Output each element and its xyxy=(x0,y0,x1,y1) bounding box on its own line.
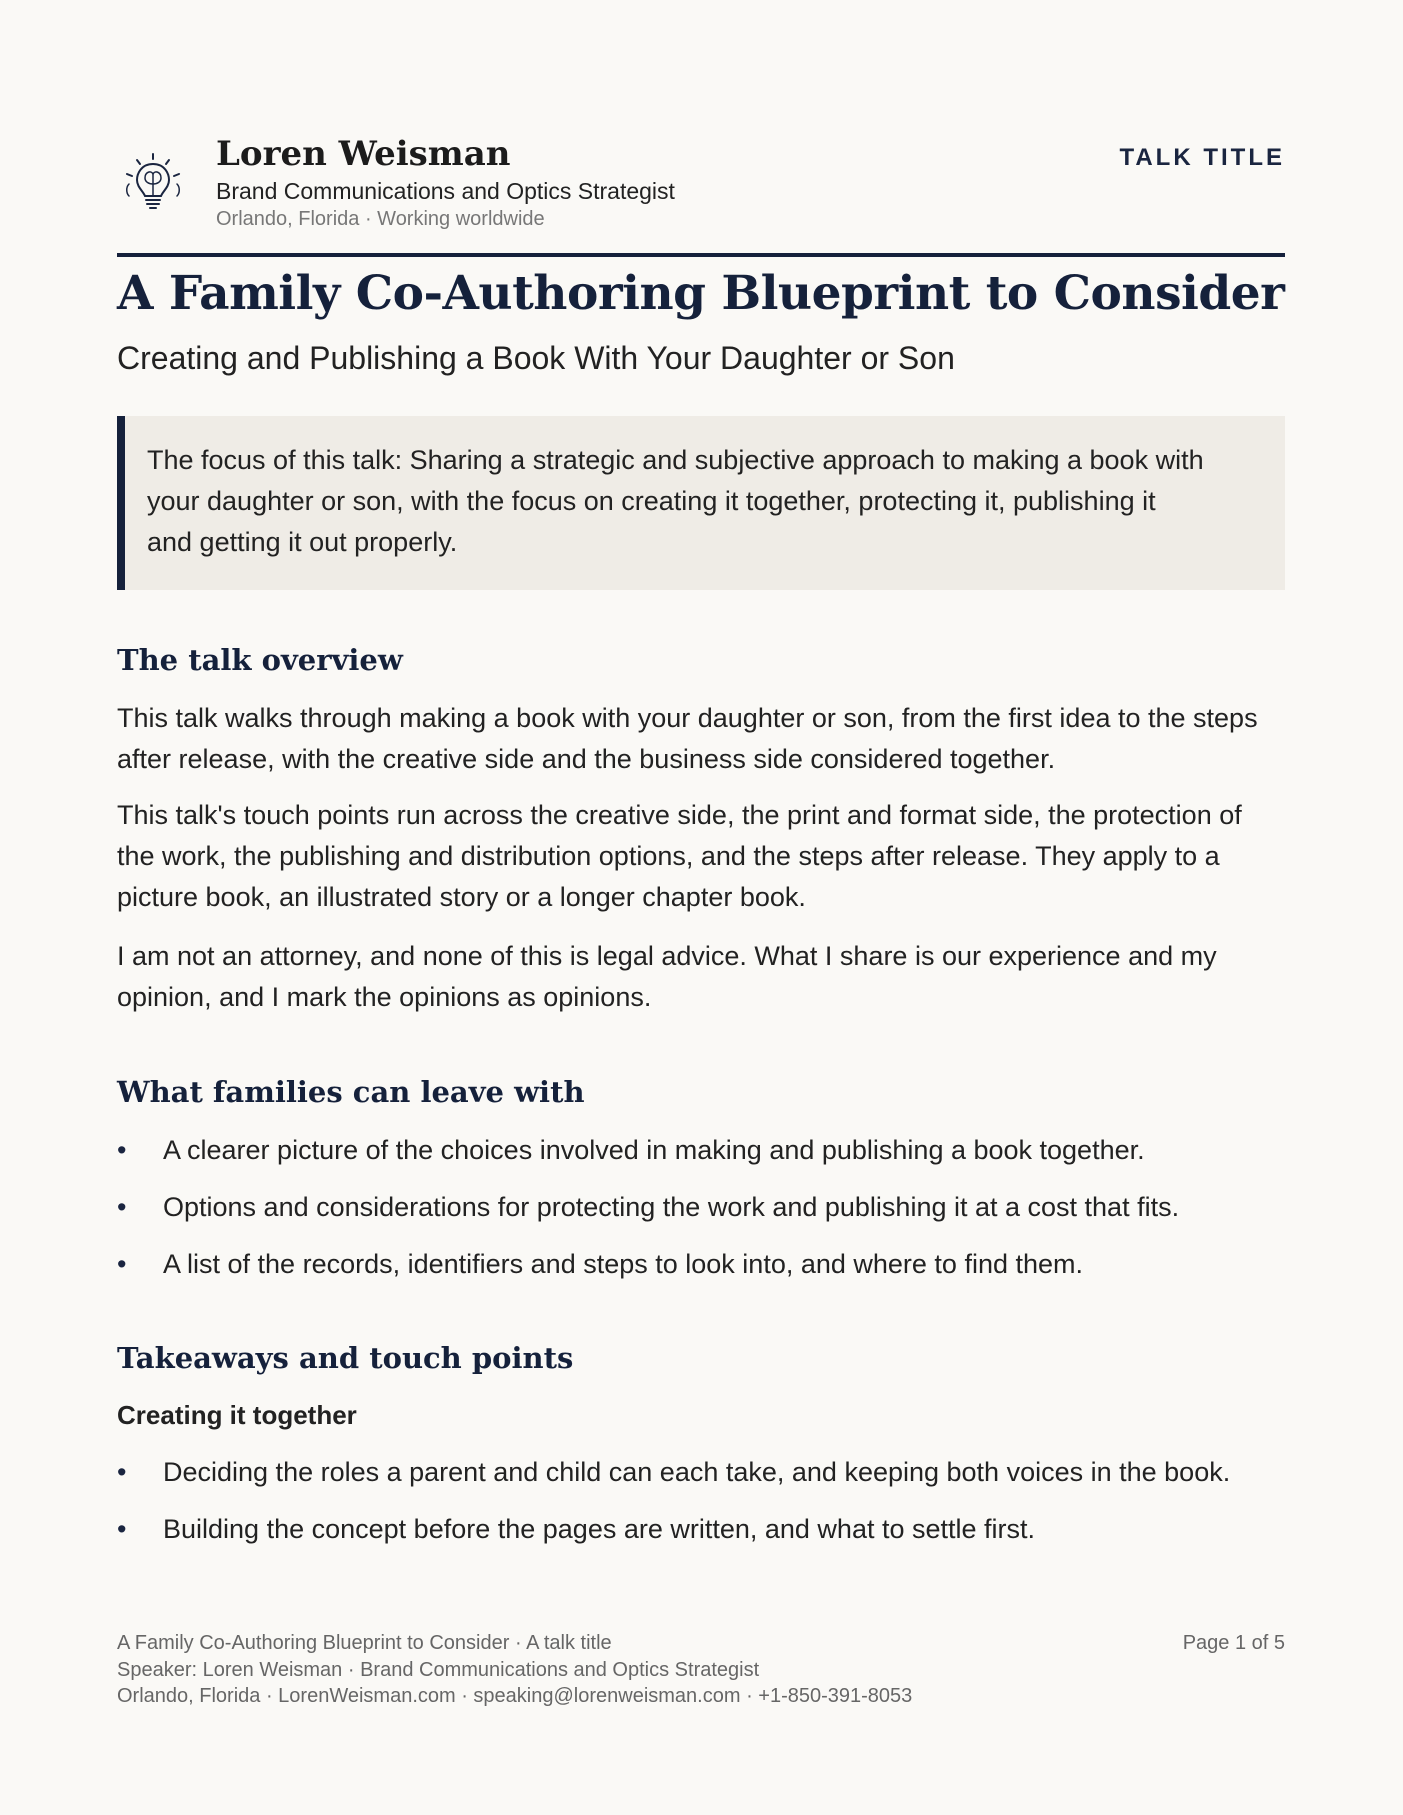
takeaways-subheading: Creating it together xyxy=(117,1400,357,1430)
list-item: • Options and considerations for protecting the work and publishing it at a cost that fits. xyxy=(117,1187,1285,1228)
leave-with-list xyxy=(117,1130,1285,1301)
talk-title-label: TALK TITLE xyxy=(1119,144,1285,171)
overview-heading: The talk overview xyxy=(117,643,403,677)
speaker-name: Loren Weisman xyxy=(216,134,511,174)
list-item: • A clearer picture of the choices involved in making and publishing a book together. xyxy=(117,1130,1285,1171)
header-divider xyxy=(117,253,1285,257)
footer-line-1: A Family Co-Authoring Blueprint to Consider · A talk title xyxy=(117,1632,612,1654)
speaker-role: Brand Communications and Optics Strategist xyxy=(216,178,675,204)
takeaways-heading: Takeaways and touch points xyxy=(117,1341,574,1375)
overview-paragraph-3: I am not an attorney, and none of this is legal advice. What I share is our experience and my opinion, and I mark the opinions as opinions. xyxy=(117,941,1217,1012)
overview-paragraph-2: This talk's touch points run across the creative side, the print and format side, the protection of the work, the publishing and distribution options, and the steps after release. They apply to a picture book, an illustrated story or a longer chapter book. xyxy=(117,800,1242,912)
bullet-icon: • xyxy=(117,1192,127,1222)
bullet-icon: • xyxy=(117,1457,127,1487)
list-item: • Building the concept before the pages are written, and what to settle first. xyxy=(117,1509,1285,1550)
lightbulb-brain-icon xyxy=(123,152,183,216)
page-subtitle: Creating and Publishing a Book With Your Daughter or Son xyxy=(117,340,955,376)
header xyxy=(117,134,1285,254)
footer-line-2: Speaker: Loren Weisman · Brand Communications and Optics Strategist xyxy=(117,1658,760,1681)
bullet-icon: • xyxy=(117,1135,127,1165)
page-number: Page 1 of 5 xyxy=(1182,1632,1285,1654)
focus-callout xyxy=(117,416,1285,590)
page-title: A Family Co-Authoring Blueprint to Consider xyxy=(117,266,1285,321)
takeaways-list xyxy=(117,1452,1285,1566)
list-item: • A list of the records, identifiers and steps to look into, and where to find them. xyxy=(117,1244,1285,1285)
speaker-location: Orlando, Florida · Working worldwide xyxy=(216,208,545,230)
list-item: • Deciding the roles a parent and child can each take, and keeping both voices in the book. xyxy=(117,1452,1285,1493)
leave-with-heading: What families can leave with xyxy=(117,1075,585,1109)
bullet-icon: • xyxy=(117,1514,127,1544)
overview-paragraph-1: This talk walks through making a book with your daughter or son, from the first idea to the steps after release, with the creative side and the business side considered together. xyxy=(117,703,1258,774)
page-footer xyxy=(117,1630,1285,1710)
focus-text: The focus of this talk: Sharing a strategic and subjective approach to making a book with your daughter or son, with the focus on creating it together, protecting it, publishing it and getting it out properly. xyxy=(147,445,1204,557)
footer-line-3: Orlando, Florida · LorenWeisman.com · speaking@lorenweisman.com · +1-850-391-8053 xyxy=(117,1685,913,1707)
bullet-icon: • xyxy=(117,1249,127,1279)
